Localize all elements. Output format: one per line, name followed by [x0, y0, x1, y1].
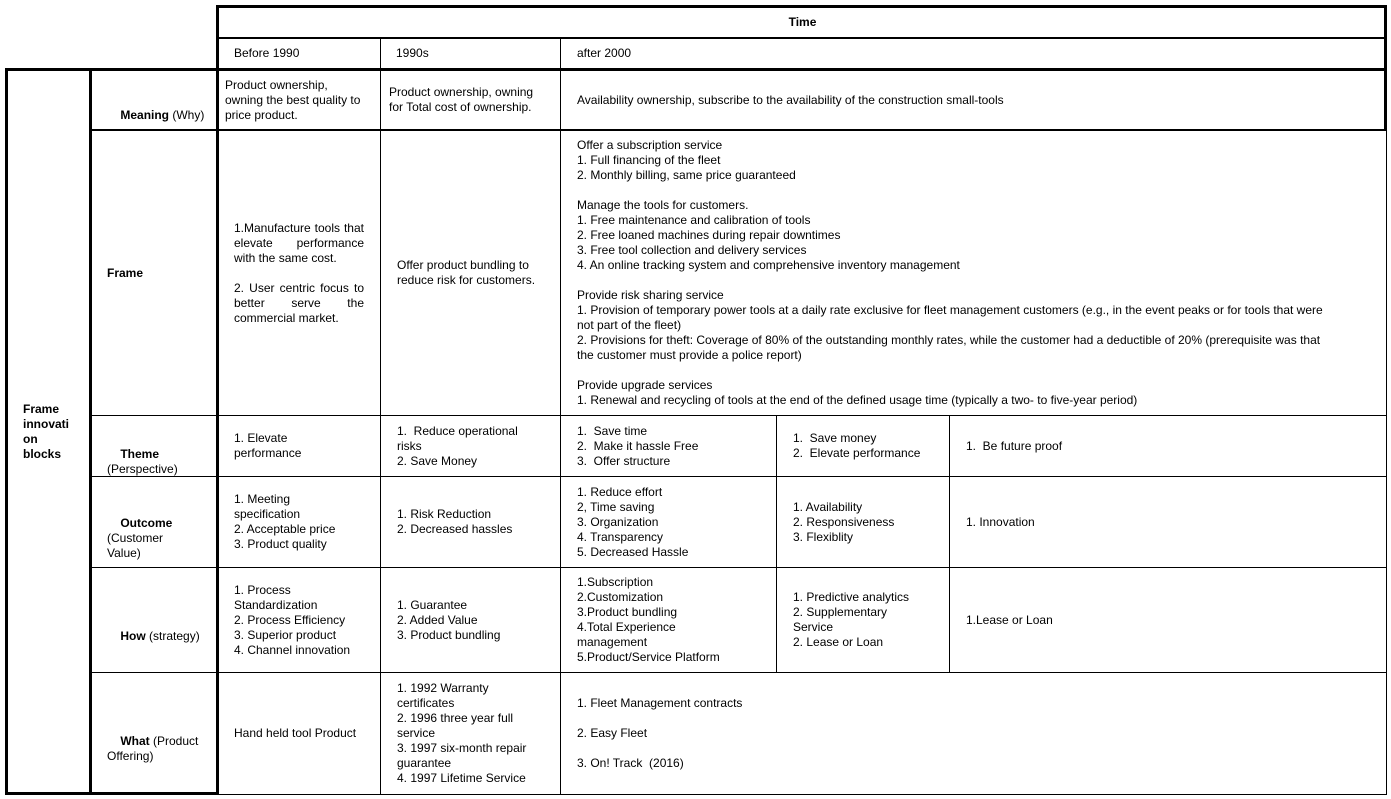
row-label-bold: Theme [120, 447, 160, 461]
row-label-bold: What [120, 734, 150, 748]
row-label-bold: Frame [107, 265, 144, 280]
grid-line [1384, 5, 1387, 131]
theme-before-1990: 1. Elevate performance [234, 431, 302, 460]
frame-before-1990 [219, 131, 380, 415]
outcome-after-2000-a: 1. Reduce effort 2, Time saving 3. Organization 4. Transparency 5. Decreased Hassle [577, 484, 689, 559]
row-label-how [92, 568, 216, 672]
row-label-detail: (strategy) [145, 629, 200, 643]
how-1990s: 1. Guarantee 2. Added Value 3. Product bundling [397, 597, 501, 642]
outcome-before-1990: 1. Meeting specification 2. Acceptable price 3. Product quality [234, 492, 336, 551]
row-label-bold: Meaning [120, 108, 170, 122]
outcome-after-2000-b: 1. Availability 2. Responsiveness 3. Flexiblity [793, 499, 895, 544]
side-label-frame-innovation-blocks: Frame innovati on blocks [23, 401, 70, 461]
how-after-2000-b: 1. Predictive analytics 2. Supplementary Service 2. Lease or Loan [793, 590, 910, 649]
row-label-theme [92, 416, 216, 476]
row-label-bold: Outcome [120, 516, 173, 530]
meaning-before-1990: Product ownership, owning the best quality to price product. [225, 77, 361, 122]
row-label-bold: How [120, 629, 146, 643]
row-label-detail: (Why) [169, 108, 205, 122]
grid-line [5, 792, 219, 795]
row-label-frame [92, 131, 216, 415]
frame-before-1990-item-2: 2. User centric focus to better serve the commercial market. [234, 280, 364, 325]
what-before-1990: Hand held tool Product [234, 726, 357, 740]
row-label-detail: (Customer Value) [107, 531, 164, 560]
frame-before-1990-item-1: 1.Manufacture tools that elevate performance with the same cost. [234, 220, 364, 265]
frame-1990s: Offer product bundling to reduce risk for customers. [397, 258, 536, 287]
how-before-1990: 1. Process Standardization 2. Process Efficiency 3. Superior product 4. Channel innovation [234, 582, 351, 657]
outcome-after-2000-c: 1. Innovation [966, 514, 1035, 529]
theme-after-2000-c: 1. Be future proof [966, 438, 1063, 453]
column-header-1990s: 1990s [396, 46, 429, 60]
row-label-detail: (Product Offering) [107, 734, 199, 763]
frame-after-2000: Offer a subscription service 1. Full financing of the fleet 2. Monthly billing, same price guaranteed Manage the tools for customers. 1. Free maintenance and calibration of tools 2. Free loaned machines during repair downtimes 3. Free tool collection and delivery services 4. An online tracking system and comprehensive inventory management Provide risk sharing service 1. Provision of temporary power tools at a daily rate exclusive for fleet management customers (e.g., in the event peaks or for tools that were not part of the fleet) 2. Provisions for theft: Coverage of 80% of the outstanding monthly rates, while the customer had a deductible of 20% (prerequisite was that the customer must provide a police report) Provide upgrade services 1. Renewal and recycling of tools at the end of the defined usage time (typically a two- to five-year period) [577, 138, 1323, 407]
outcome-1990s: 1. Risk Reduction 2. Decreased hassles [397, 507, 513, 536]
how-after-2000-a: 1.Subscription 2.Customization 3.Product bundling 4.Total Experience management 5.Product/Service Platform [577, 575, 720, 664]
column-header-before-1990: Before 1990 [234, 46, 300, 60]
row-label-detail: (Perspective) [107, 462, 178, 476]
meaning-after-2000: Availability ownership, subscribe to the availability of the construction small-tools [577, 92, 1004, 107]
grid-line [219, 794, 1387, 795]
how-after-2000-c: 1.Lease or Loan [966, 612, 1053, 627]
time-header: Time [788, 15, 817, 29]
row-label-what [92, 673, 216, 792]
theme-after-2000-a: 1. Save time 2. Make it hassle Free 3. Offer structure [577, 423, 699, 468]
column-header-after-2000: after 2000 [577, 46, 632, 60]
meaning-1990s: Product ownership, owning for Total cost of ownership. [389, 85, 534, 114]
what-1990s: 1. 1992 Warranty certificates 2. 1996 three year full service 3. 1997 six-month repair guarantee 4. 1997 Lifetime Service [397, 681, 527, 785]
grid-line [1386, 131, 1387, 795]
row-label-outcome [92, 477, 216, 567]
row-label-meaning [92, 71, 216, 129]
theme-after-2000-b: 1. Save money 2. Elevate performance [793, 431, 921, 460]
what-after-2000: 1. Fleet Management contracts 2. Easy Fleet 3. On! Track (2016) [577, 696, 743, 770]
theme-1990s: 1. Reduce operational risks 2. Save Money [397, 423, 518, 468]
